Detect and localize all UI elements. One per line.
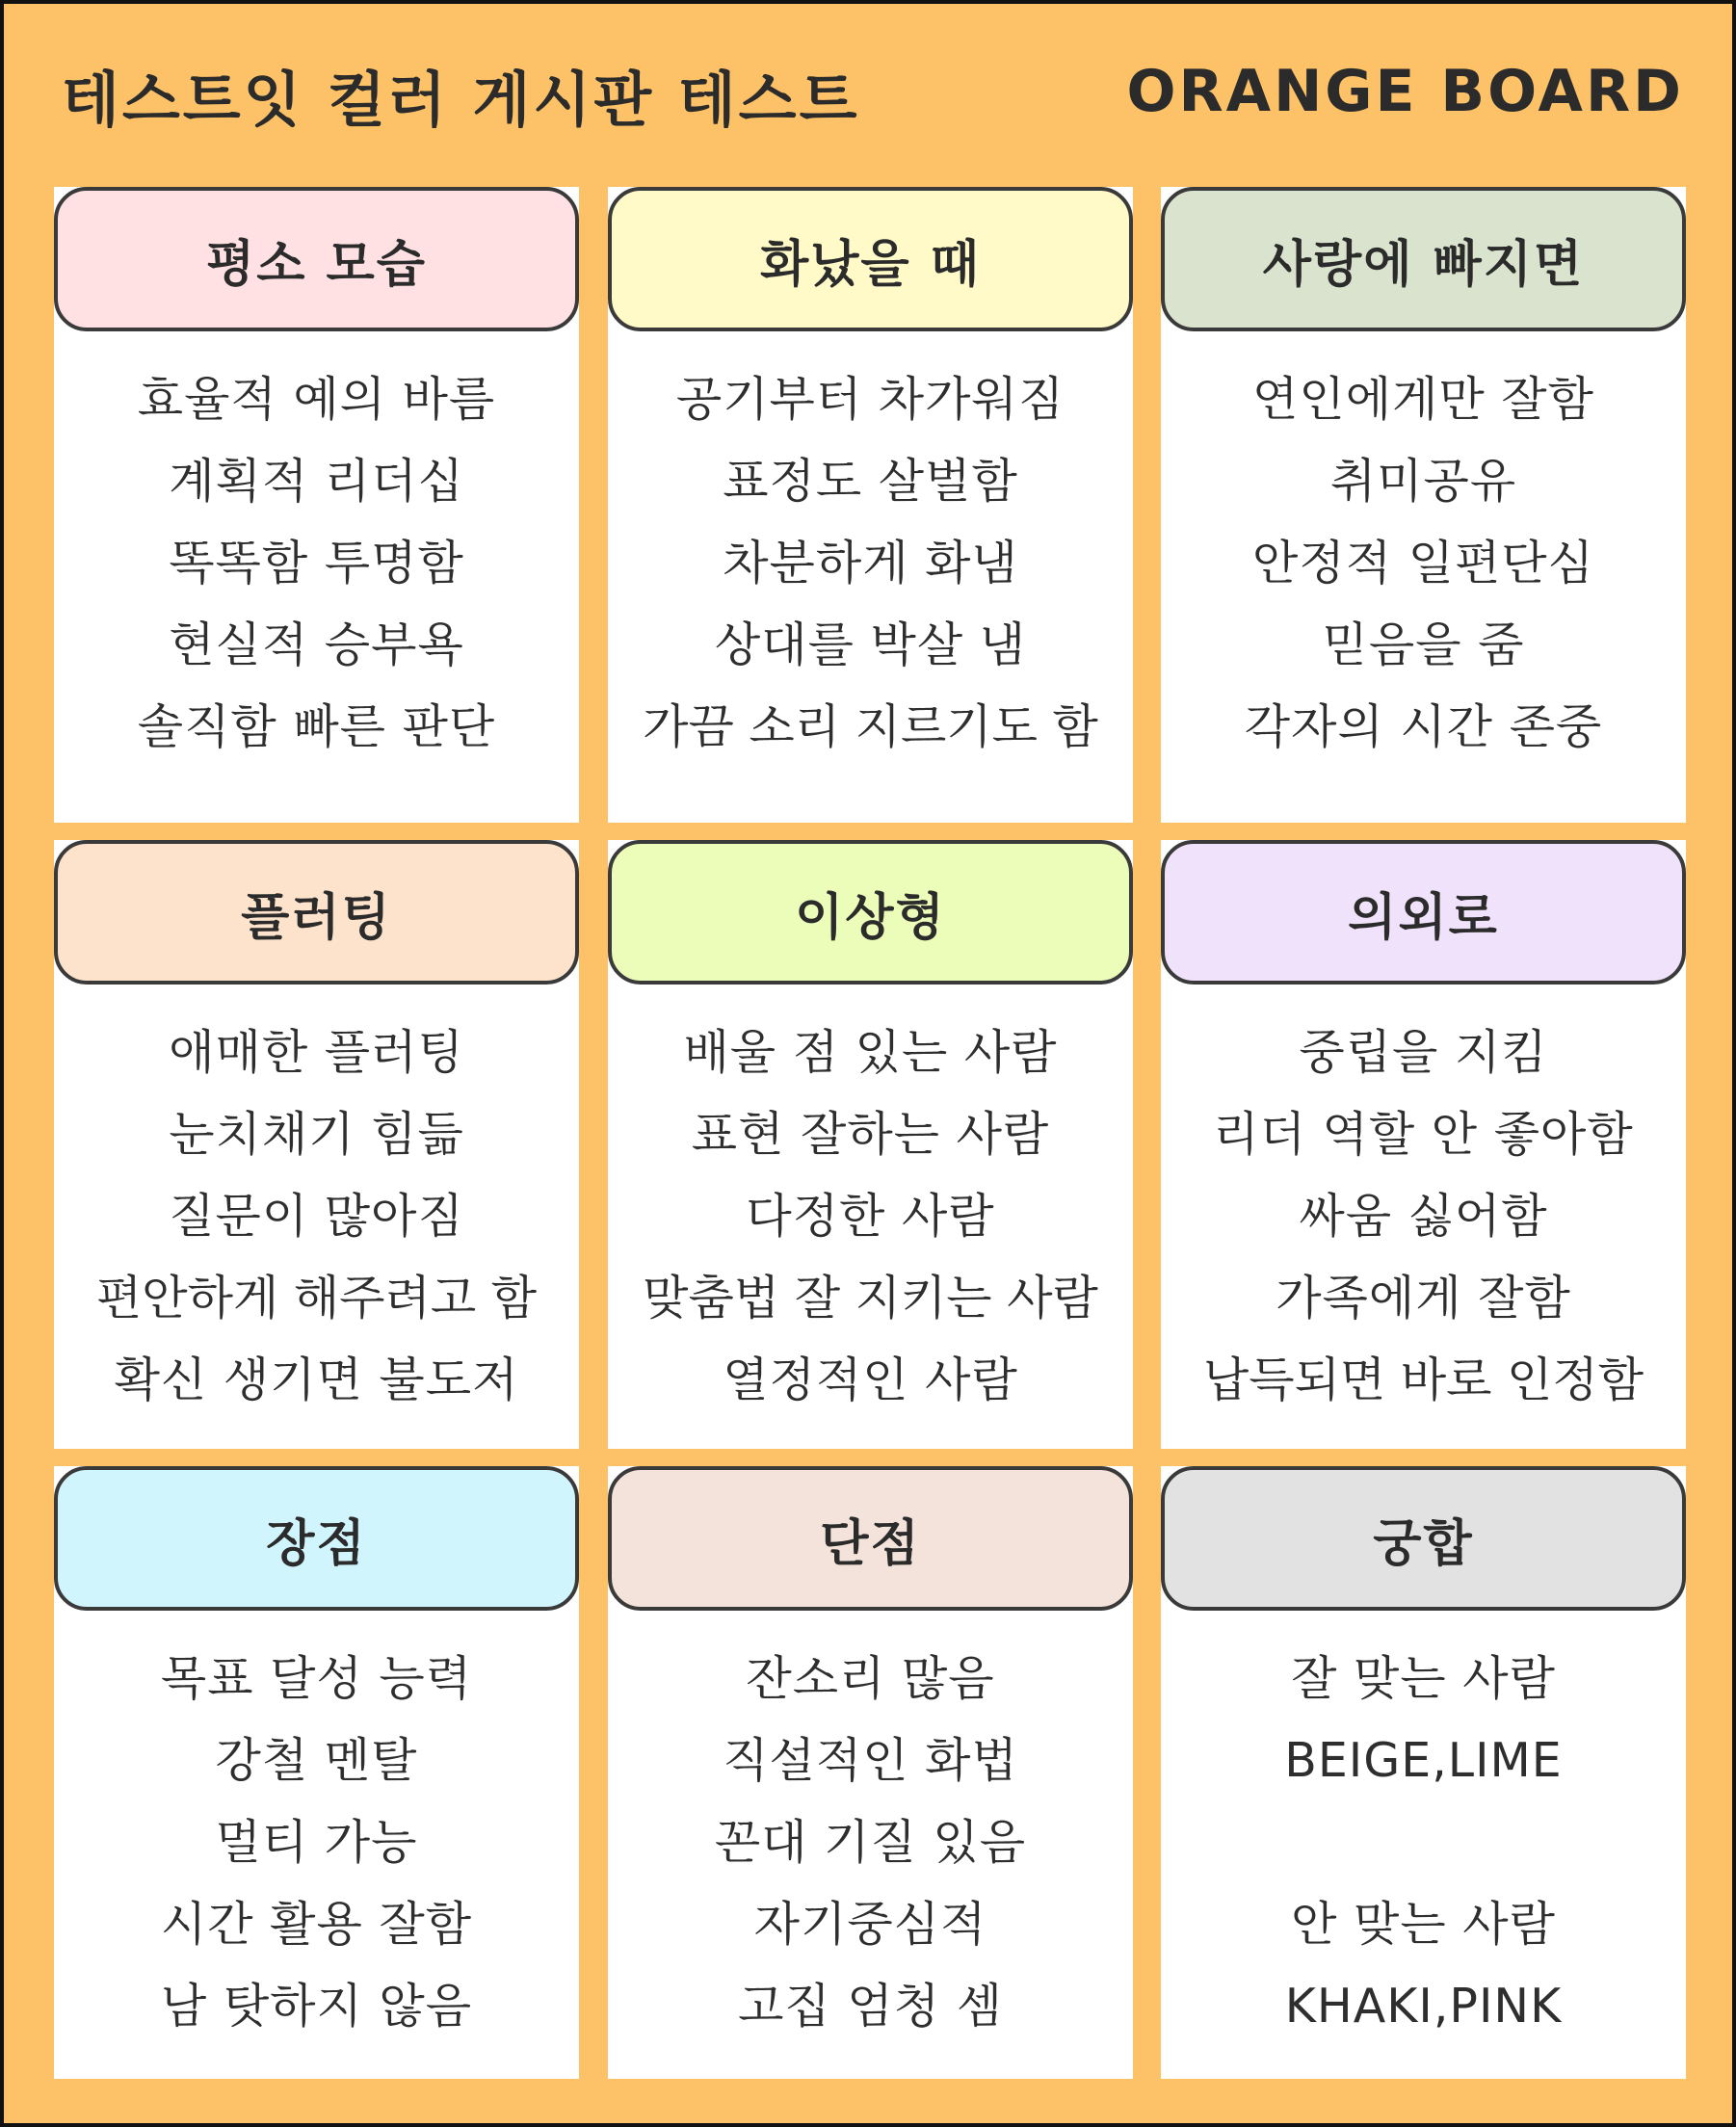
- list-item: 취미공유: [1329, 454, 1517, 509]
- list-item: 확신 생기면 불도저: [114, 1352, 519, 1407]
- list-item: 편안하게 해주려고 함: [95, 1271, 538, 1326]
- list-item: 믿음을 줌: [1322, 617, 1525, 672]
- list-item: 목표 달성 능력: [160, 1651, 473, 1706]
- card-title: 평소 모습: [54, 187, 579, 331]
- card-title: 단점: [608, 1466, 1133, 1611]
- list-item: 남 탓하지 않음: [160, 1979, 473, 2034]
- list-item: 다정한 사람: [746, 1189, 995, 1244]
- list-item: 열정적인 사람: [723, 1352, 1018, 1407]
- list-item: 표현 잘하는 사람: [691, 1107, 1050, 1162]
- card-compatibility: [1161, 1466, 1686, 2079]
- card-list: [1161, 1638, 1686, 2047]
- list-item: [1161, 1801, 1686, 1883]
- list-item: 가끔 소리 지르기도 함: [643, 699, 1098, 754]
- card-strengths: [54, 1466, 579, 2079]
- card-in-love: [1161, 187, 1686, 823]
- list-item: 잘 맞는 사람: [1291, 1651, 1556, 1706]
- list-item: 계획적 리더십: [169, 454, 464, 509]
- list-item: 중립을 지킴: [1299, 1025, 1548, 1080]
- list-item: 공기부터 차가워짐: [675, 372, 1065, 427]
- card-title: 화났을 때: [608, 187, 1133, 331]
- card-flirting: [54, 840, 579, 1449]
- card-list: [608, 1638, 1133, 2047]
- list-item: 차분하게 화냄: [723, 536, 1018, 591]
- board-name: ORANGE BOARD: [1126, 58, 1684, 125]
- list-item: 질문이 많아짐: [169, 1189, 464, 1244]
- list-item: 표정도 살벌함: [723, 454, 1018, 509]
- card-list: [608, 358, 1133, 768]
- board-title: 테스트잇 컬러 게시판 테스트: [62, 65, 860, 135]
- list-item: 가족에게 잘함: [1276, 1271, 1571, 1326]
- list-item: 납득되면 바로 인정함: [1202, 1352, 1644, 1407]
- list-item: 시간 활용 잘함: [160, 1897, 473, 1952]
- card-usual-self: [54, 187, 579, 823]
- card-title: 이상형: [608, 840, 1133, 985]
- list-item: 안 맞는 사람: [1291, 1897, 1556, 1952]
- list-item: 꼰대 기질 있음: [714, 1815, 1027, 1870]
- card-list: [54, 1011, 579, 1421]
- list-item: 상대를 박살 냄: [714, 617, 1027, 672]
- card-title: 장점: [54, 1466, 579, 1611]
- list-item: 현실적 승부욕: [169, 617, 464, 672]
- list-item: 고집 엄청 셈: [738, 1979, 1003, 2034]
- list-item: 맞춤법 잘 지키는 사람: [643, 1271, 1098, 1326]
- card-ideal-type: [608, 840, 1133, 1449]
- card-title: 사랑에 빠지면: [1161, 187, 1686, 331]
- list-item: 똑똑함 투명함: [169, 536, 464, 591]
- list-item: 자기중심적: [753, 1897, 987, 1952]
- list-item: 안정적 일편단심: [1252, 536, 1594, 591]
- list-item: 배울 점 있는 사람: [683, 1025, 1058, 1080]
- list-item: BEIGE,LIME: [1284, 1733, 1563, 1788]
- card-title: 궁합: [1161, 1466, 1686, 1611]
- card-title: 의외로: [1161, 840, 1686, 985]
- list-item: 효율적 예의 바름: [137, 372, 496, 427]
- list-item: 솔직함 빠른 판단: [137, 699, 496, 754]
- list-item: 각자의 시간 존중: [1244, 699, 1603, 754]
- card-weaknesses: [608, 1466, 1133, 2079]
- list-item: 리더 역할 안 좋아함: [1213, 1107, 1634, 1162]
- card-list: [54, 358, 579, 768]
- card-list: [1161, 358, 1686, 768]
- list-item: KHAKI,PINK: [1284, 1979, 1563, 2034]
- card-when-angry: [608, 187, 1133, 823]
- card-surprisingly: [1161, 840, 1686, 1449]
- list-item: 애매한 플러팅: [169, 1025, 464, 1080]
- card-list: [608, 1011, 1133, 1421]
- card-title: 플러팅: [54, 840, 579, 985]
- list-item: 싸움 싫어함: [1299, 1189, 1548, 1244]
- card-list: [1161, 1011, 1686, 1421]
- list-item: 직설적인 화법: [723, 1733, 1018, 1788]
- list-item: 멀티 가능: [215, 1815, 418, 1870]
- list-item: 잔소리 많음: [746, 1651, 995, 1706]
- list-item: 눈치채기 힘듦: [169, 1107, 464, 1162]
- list-item: 강철 멘탈: [215, 1733, 418, 1788]
- list-item: 연인에게만 잘함: [1252, 372, 1594, 427]
- card-list: [54, 1638, 579, 2047]
